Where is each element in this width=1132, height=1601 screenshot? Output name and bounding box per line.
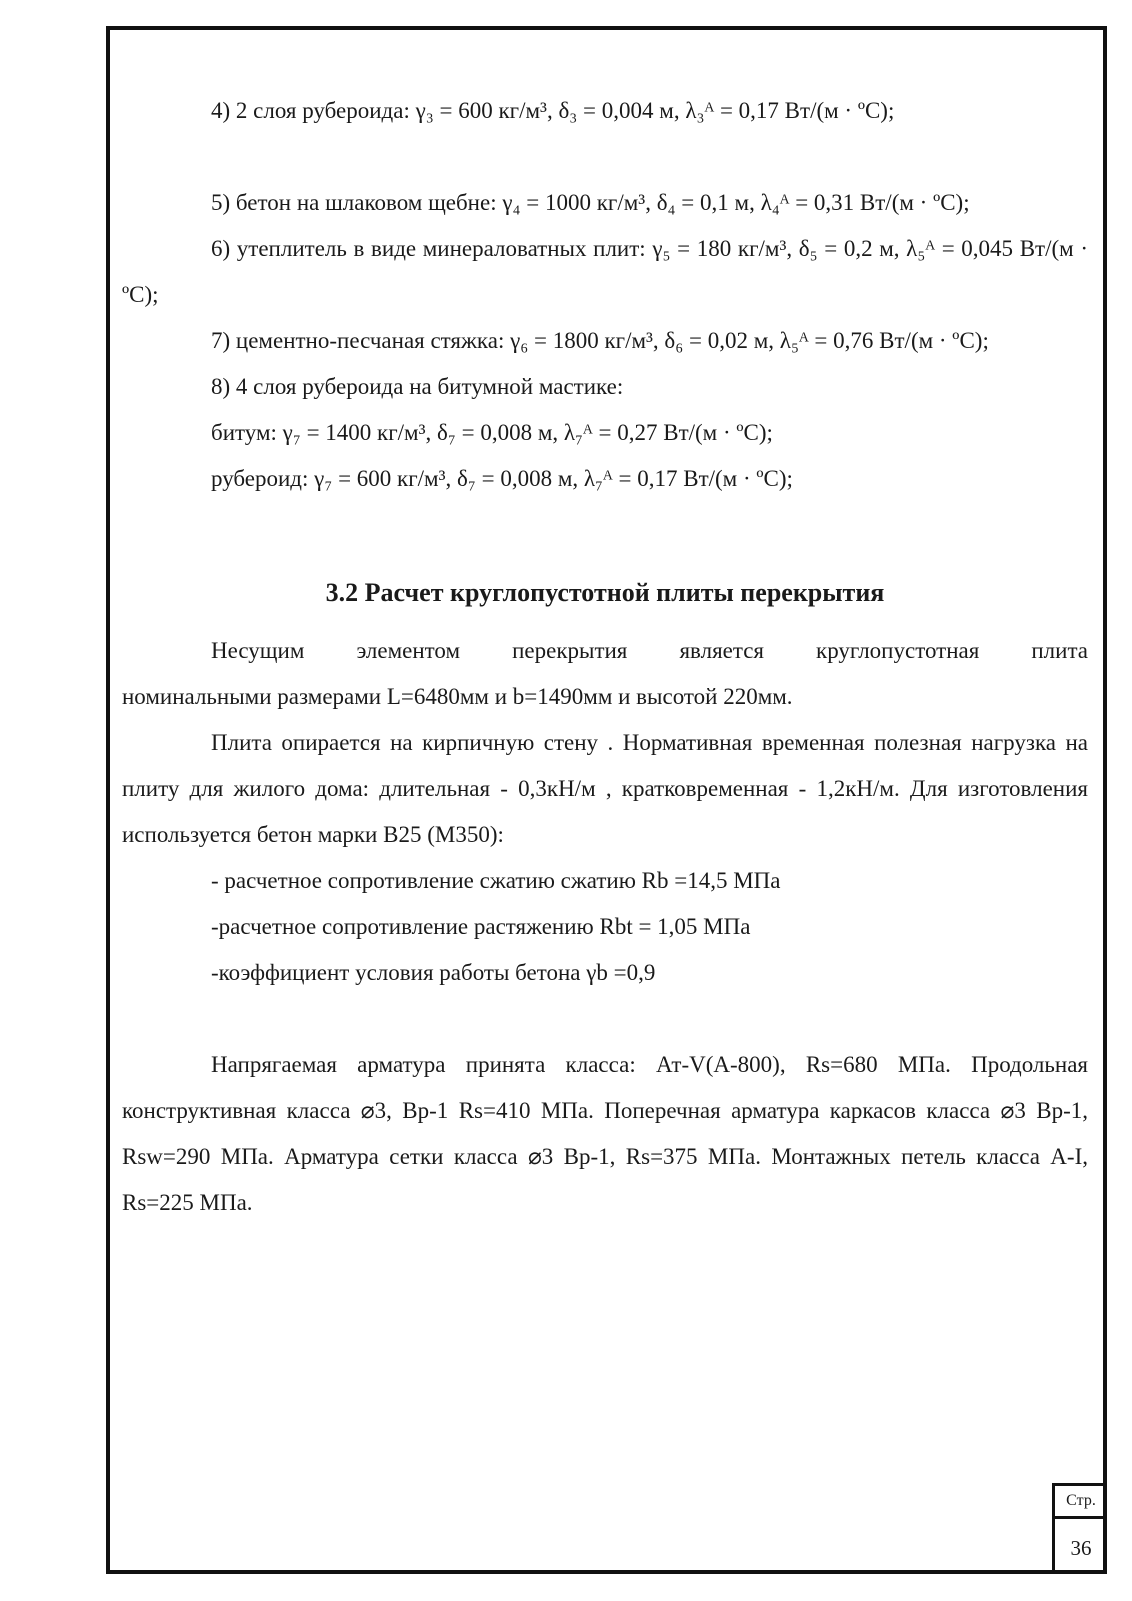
section-heading: 3.2 Расчет круглопустотной плиты перекрытия [325,578,885,607]
layer-8-bitum: битум: γ₇ = 1400 кг/м³, δ₇ = 0,008 м, λ₇ᴬ = 0,27 Вт/(м · ºС); [211,420,773,445]
stamp-label: Стр. [1055,1486,1107,1519]
paragraph-1-line-2: номинальными размерами L=6480мм и b=1490мм и высотой 220мм. [122,684,793,709]
paragraph-3: Напрягаемая арматура принята класса: Ат-V(А-800), Rs=680 МПа. Продольная конструктивная класса ⌀3, Вр-1 Rs=410 МПа. Поперечная арматура каркасов класса ⌀3 Вр-1, Rsw=290 МПа. Арматура сетки класса ⌀3 Вр-1, Rs=375 МПа. Монтажных петель класса А-I, Rs=225 МПа. [122,1052,1088,1215]
layer-8-ruberoid: рубероид: γ₇ = 600 кг/м³, δ₇ = 0,008 м, λ₇ᴬ = 0,17 Вт/(м · ºС); [211,466,793,491]
paragraph-2: Плита опирается на кирпичную стену . Нормативная временная полезная нагрузка на плиту для жилого дома: длительная - 0,3кН/м , кратковременная - 1,2кН/м. Для изготовления используется бетон марки В25 (М350): [122,730,1088,847]
document-body [122,88,1088,1226]
layer-6: 6) утеплитель в виде минераловатных плит: γ₅ = 180 кг/м³, δ₅ = 0,2 м, λ₅ᴬ = 0,045 Вт/(м · ºС); [122,236,1088,307]
page-stamp [1052,1483,1107,1574]
concrete-property-3: -коэффициент условия работы бетона γb =0,9 [211,960,656,985]
layer-4: 4) 2 слоя рубероида: γ₃ = 600 кг/м³, δ₃ = 0,004 м, λ₃ᴬ = 0,17 Вт/(м · ºС); [211,98,895,123]
layer-7: 7) цементно-песчаная стяжка: γ₆ = 1800 кг/м³, δ₆ = 0,02 м, λ₅ᴬ = 0,76 Вт/(м · ºС); [211,328,989,353]
layer-8: 8) 4 слоя рубероида на битумной мастике: [211,374,624,399]
paragraph-1-line-1: Несущим элементом перекрытия является круглопустотная плита [211,638,1088,663]
concrete-property-2: -расчетное сопротивление растяжению Rbt = 1,05 МПа [211,914,751,939]
concrete-property-1: - расчетное сопротивление сжатию сжатию Rb =14,5 МПа [211,868,781,893]
page-number: 36 [1070,1536,1092,1560]
layer-5: 5) бетон на шлаковом щебне: γ₄ = 1000 кг/м³, δ₄ = 0,1 м, λ₄ᴬ = 0,31 Вт/(м · ºС); [211,190,970,215]
